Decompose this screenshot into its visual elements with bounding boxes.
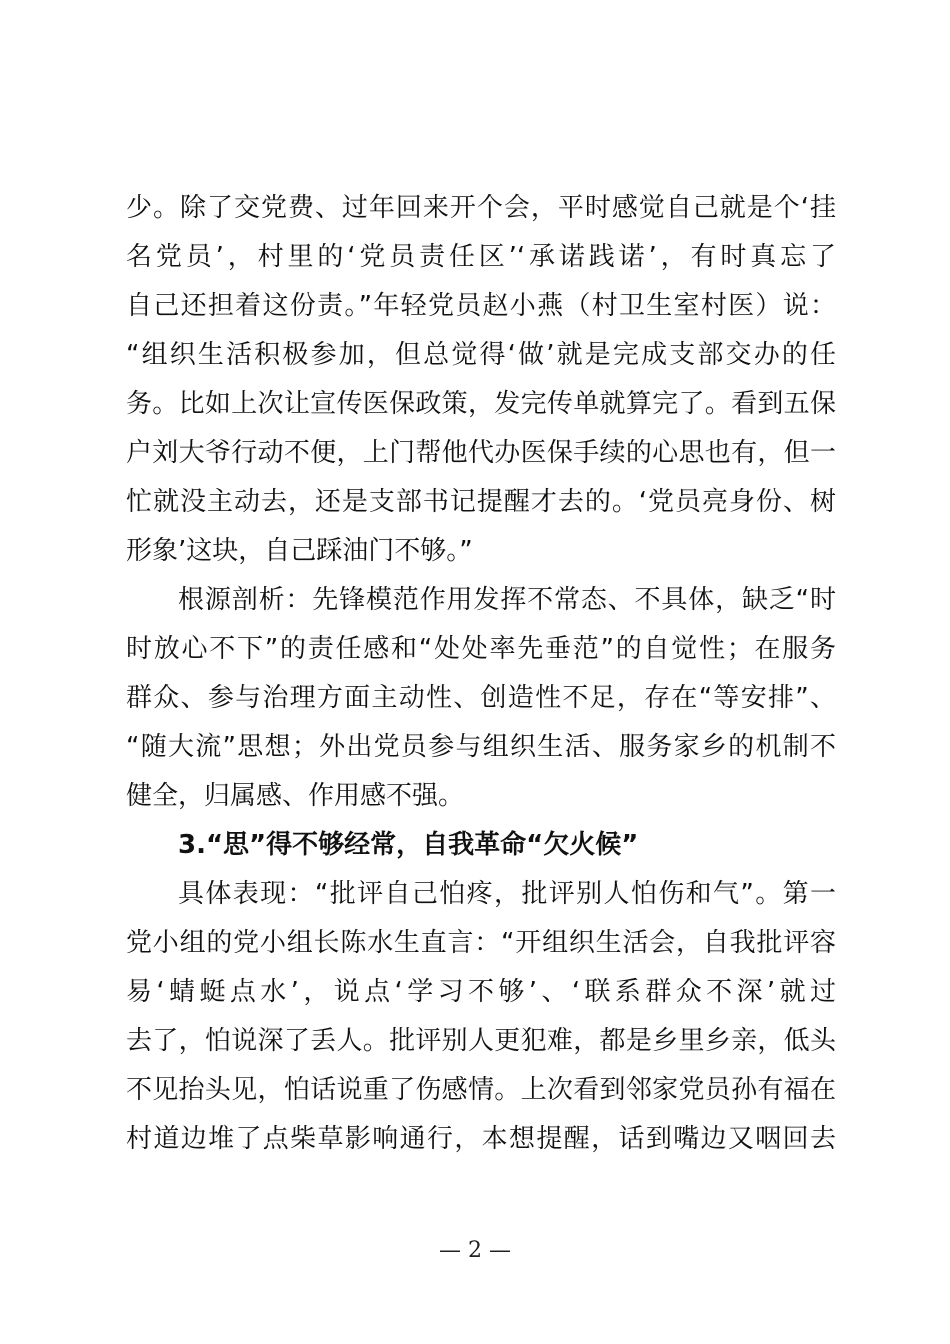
text-line: “组织生活积极参加，但总觉得‘做’就是完成支部交办的任 bbox=[126, 340, 836, 370]
text-line: 名党员’，村里的‘党员责任区’‘承诺践诺’，有时真忘了 bbox=[126, 242, 836, 272]
text-line: 形象’这块，自己踩油门不够。” bbox=[126, 536, 473, 566]
text-line: 忙就没主动去，还是支部书记提醒才去的。‘党员亮身份、树 bbox=[126, 487, 836, 517]
page-number: — 2 — bbox=[439, 1238, 511, 1263]
text-line: 少。除了交党费、过年回来开个会，平时感觉自己就是个‘挂 bbox=[126, 193, 836, 223]
text-line: 户刘大爷行动不便，上门帮他代办医保手续的心思也有，但一 bbox=[126, 438, 836, 468]
text-line: 根源剖析：先锋模范作用发挥不常态、不具体，缺乏“时 bbox=[178, 585, 836, 615]
text-line: 健全，归属感、作用感不强。 bbox=[126, 781, 465, 811]
text-line: 去了，怕说深了丢人。批评别人更犯难，都是乡里乡亲，低头 bbox=[126, 1026, 836, 1056]
section-heading: 3.“思”得不够经常，自我革命“欠火候” bbox=[178, 830, 639, 860]
text-line: 时放心不下”的责任感和“处处率先垂范”的自觉性；在服务 bbox=[126, 634, 836, 664]
text-line: 自己还担着这份责。”年轻党员赵小燕（村卫生室村医）说： bbox=[126, 291, 836, 321]
text-line: 群众、参与治理方面主动性、创造性不足，存在“等安排”、 bbox=[126, 683, 836, 713]
text-line: 村道边堆了点柴草影响通行，本想提醒，话到嘴边又咽回去 bbox=[126, 1124, 836, 1154]
text-line: 党小组的党小组长陈水生直言：“开组织生活会，自我批评容 bbox=[126, 928, 836, 958]
text-line: 不见抬头见，怕话说重了伤感情。上次看到邻家党员孙有福在 bbox=[126, 1075, 836, 1105]
text-line: “随大流”思想；外出党员参与组织生活、服务家乡的机制不 bbox=[126, 732, 836, 762]
text-line: 具体表现：“批评自己怕疼，批评别人怕伤和气”。第一 bbox=[178, 879, 836, 909]
text-line: 易‘蜻蜓点水’，说点‘学习不够’、‘联系群众不深’就过 bbox=[126, 977, 836, 1007]
body-text bbox=[126, 184, 836, 1164]
text-line: 务。比如上次让宣传医保政策，发完传单就算完了。看到五保 bbox=[126, 389, 836, 419]
